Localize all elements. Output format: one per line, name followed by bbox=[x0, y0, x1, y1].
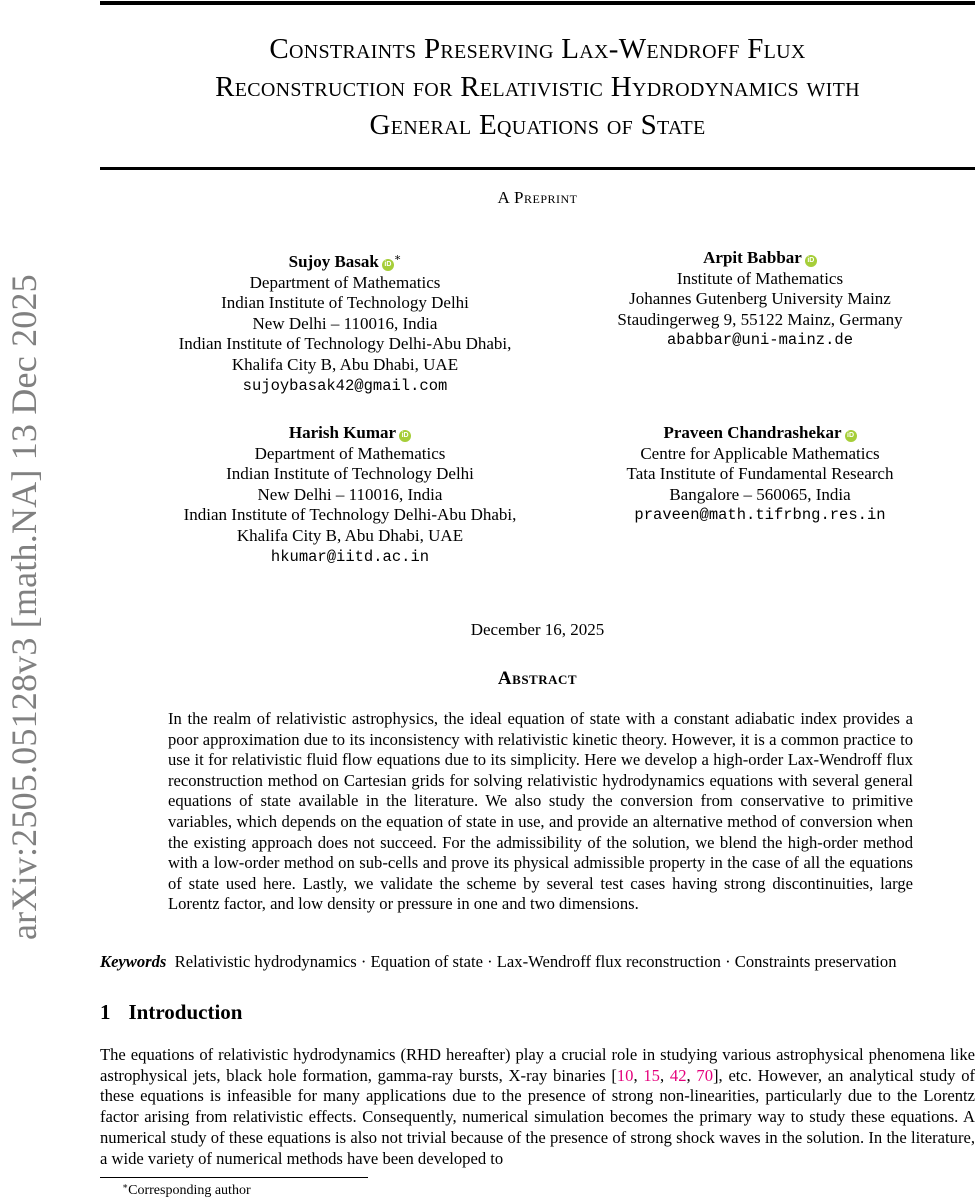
author-email[interactable]: ababbar@uni-mainz.de bbox=[666, 331, 854, 350]
author-email[interactable]: hkumar@iitd.ac.in bbox=[270, 547, 430, 566]
affiliation-line: Institute of Mathematics bbox=[676, 268, 844, 288]
title-bottom-rule bbox=[100, 167, 975, 170]
citation-link[interactable]: 70 bbox=[696, 1065, 713, 1085]
section-number: 1 bbox=[100, 1000, 111, 1024]
abstract-heading: Abstract bbox=[497, 668, 578, 689]
paper-title bbox=[100, 30, 975, 144]
orcid-icon[interactable]: iD bbox=[845, 430, 857, 442]
intro-text-rest: ], etc. However, an analytical study of these equations is infeasible for many applications due to the presence of strong non-linearities, particularly due to the Lorentz factor arising from relativistic effects. Consequently, numerical simulation becomes the primary way to study these equations. A numerical study of these equations is also not trivial because of the presence of strong shock waves in the solution. In the literature, a wide variety of numerical methods have been developed to bbox=[100, 1065, 975, 1168]
publication-date: December 16, 2025 bbox=[470, 620, 605, 639]
intro-text-start: The equations of relativistic hydrodynamics (RHD hereafter) play a crucial role in studying various astrophysical phenomena like astrophysical jets, black hole formation, gamma-ray bursts, X-ray binaries [ bbox=[100, 1045, 975, 1085]
author-name: Harish Kumar bbox=[288, 423, 397, 442]
affiliation-line: Indian Institute of Technology Delhi bbox=[226, 464, 474, 484]
author-name: Sujoy Basak bbox=[288, 252, 379, 271]
title-line-2: Reconstruction for Relativistic Hydrodynamics with bbox=[215, 71, 860, 103]
author-block-basak bbox=[130, 248, 560, 396]
title-top-rule bbox=[100, 1, 975, 5]
author-block-babbar bbox=[560, 248, 960, 351]
author-block-chandrashekar bbox=[560, 423, 960, 526]
author-email[interactable]: sujoybasak42@gmail.com bbox=[242, 376, 448, 395]
affiliation-line: New Delhi – 110016, India bbox=[252, 313, 438, 333]
affiliation-line: Centre for Applicable Mathematics bbox=[640, 443, 880, 463]
affiliation-line: Bangalore – 560065, India bbox=[669, 484, 851, 504]
citation-link[interactable]: 15 bbox=[643, 1065, 660, 1085]
footnote-mark: ∗ bbox=[122, 1181, 129, 1191]
footnote-rule bbox=[100, 1177, 368, 1178]
keywords-text: Relativistic hydrodynamics · Equation of state · Lax-Wendroff flux reconstruction · Constraints preservation bbox=[174, 952, 897, 971]
footnote-text: Corresponding author bbox=[128, 1183, 251, 1198]
title-line-1: Constraints Preserving Lax-Wendroff Flux bbox=[269, 33, 806, 65]
affiliation-line: Indian Institute of Technology Delhi-Abu Dhabi, bbox=[178, 334, 512, 354]
keywords-line bbox=[100, 952, 975, 972]
citation-link[interactable]: 42 bbox=[669, 1065, 687, 1085]
orcid-icon[interactable]: iD bbox=[805, 255, 817, 267]
affiliation-line: Department of Mathematics bbox=[254, 443, 446, 463]
author-block-kumar bbox=[135, 423, 565, 567]
affiliation-line: New Delhi – 110016, India bbox=[257, 484, 443, 504]
affiliation-line: Staudingerweg 9, 55122 Mainz, Germany bbox=[617, 309, 903, 329]
section-heading bbox=[100, 1000, 242, 1025]
orcid-icon[interactable]: iD bbox=[399, 430, 411, 442]
footnote bbox=[122, 1181, 251, 1199]
preprint-label: A Preprint bbox=[497, 188, 578, 207]
affiliation-line: Indian Institute of Technology Delhi bbox=[221, 293, 469, 313]
author-email[interactable]: praveen@math.tifrbng.res.in bbox=[634, 506, 886, 525]
author-name: Arpit Babbar bbox=[703, 248, 802, 267]
affiliation-line: Khalifa City B, Abu Dhabi, UAE bbox=[231, 354, 459, 374]
affiliation-line: Khalifa City B, Abu Dhabi, UAE bbox=[236, 525, 464, 545]
introduction-paragraph: The equations of relativistic hydrodynamics (RHD hereafter) play a crucial role in studying various astrophysical phenomena like astrophysical jets, black hole formation, gamma-ray bursts, X-ray binaries [10, 15, 42, 70], etc. However, an analytical study of these equations is infeasible for many applications due to the presence of strong non-linearities, particularly due to the Lorentz factor arising from relativistic effects. Consequently, numerical simulation becomes the primary way to study these equations. A numerical study of these equations is also not trivial because of the presence of strong shock waves in the solution. In the literature, a wide variety of numerical methods have been developed to bbox=[100, 1045, 975, 1168]
footnote-marker: ∗ bbox=[393, 252, 402, 264]
citation-link[interactable]: 10 bbox=[616, 1065, 634, 1085]
keywords-label: Keywords bbox=[100, 952, 167, 971]
orcid-icon[interactable]: iD bbox=[382, 259, 394, 271]
section-title: Introduction bbox=[128, 1000, 243, 1024]
affiliation-line: Johannes Gutenberg University Mainz bbox=[629, 289, 891, 309]
arxiv-identifier-stamp: arXiv:2505.05128v3 [math.NA] 13 Dec 2025 bbox=[4, 274, 44, 940]
affiliation-line: Indian Institute of Technology Delhi-Abu Dhabi, bbox=[183, 505, 517, 525]
title-line-3: General Equations of State bbox=[369, 109, 706, 141]
affiliation-line: Tata Institute of Fundamental Research bbox=[626, 464, 894, 484]
abstract-text: In the realm of relativistic astrophysics, the ideal equation of state with a constant adiabatic index provides a poor approximation due to its inconsistency with relativistic kinetic theory. However, it is a common practice to use it for relativistic fluid flow equations due to its simplicity. Here we develop a high-order Lax-Wendroff flux reconstruction method on Cartesian grids for solving relativistic hydrodynamics equations with several general equations of state available in the literature. We also study the conversion from conservative to primitive variables, which depends on the equation of state in use, and provide an alternative method of conversion when the existing approach does not succeed. For the admissibility of the solution, we blend the high-order method with a low-order method on sub-cells and prove its physical admissible property in the case of all the equations of state used here. Lastly, we validate the scheme by several test cases having strong discontinuities, large Lorentz factor, and low density or pressure in one and two dimensions. bbox=[168, 709, 913, 914]
affiliation-line: Department of Mathematics bbox=[249, 272, 441, 292]
author-name: Praveen Chandrashekar bbox=[663, 423, 842, 442]
